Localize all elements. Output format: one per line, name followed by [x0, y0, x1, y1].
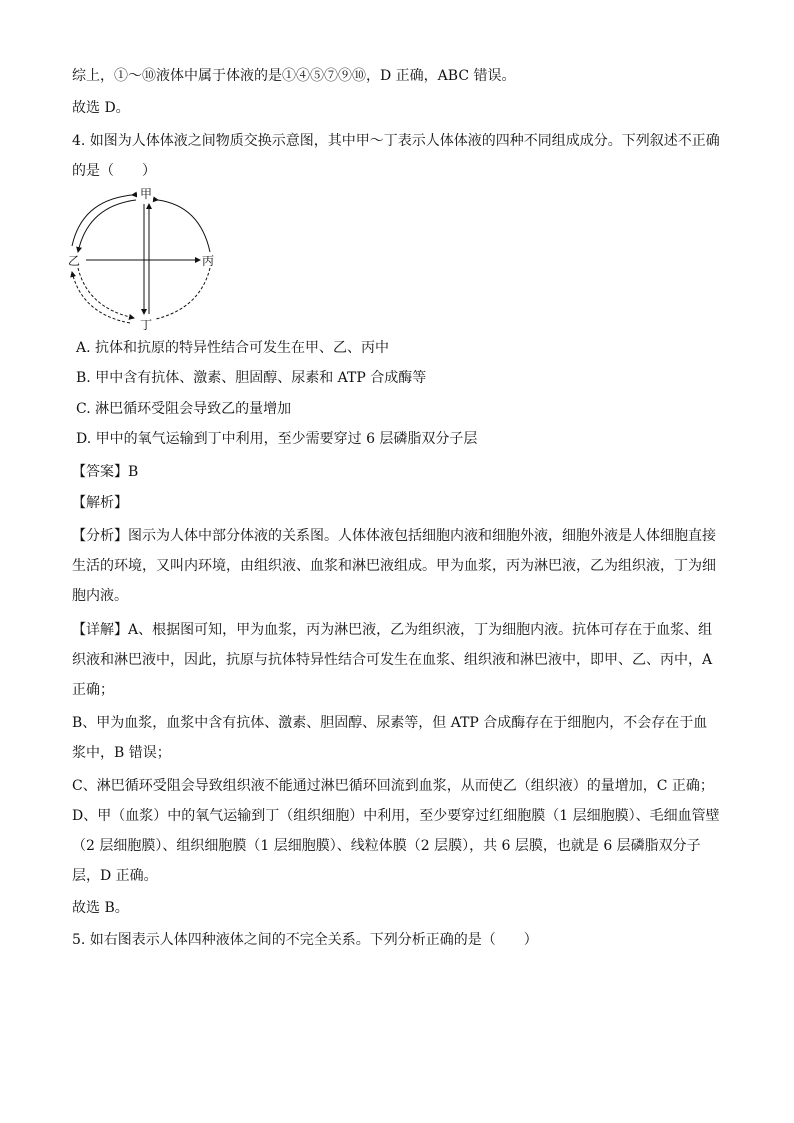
question-4-stem-cont: 的是（ ） — [72, 163, 156, 179]
arrow-right-bottom — [156, 268, 210, 319]
arrow-top-to-left — [78, 200, 136, 252]
option-d: D. 甲中的氧气运输到丁中利用，至少需要穿过 6 层磷脂双分子层 — [76, 431, 478, 447]
answer-line: 【答案】B — [72, 464, 139, 480]
analysis-line: 织液和淋巴液中，因此，抗原与抗体特异性结合可发生在血浆、组织液和淋巴液中，即甲、乙、丙中，A — [72, 652, 713, 668]
analysis-line: 【详解】A、根据图可知，甲为血浆，丙为淋巴液，乙为组织液，丁为细胞内液。抗体可存在于血浆、组 — [72, 622, 713, 638]
analysis-line: 正确； — [72, 682, 114, 698]
analysis-line: 层，D 正确。 — [72, 868, 158, 884]
analysis-line: 故选 B。 — [72, 900, 129, 916]
analysis-line: 胞内液。 — [72, 588, 128, 604]
analysis-line: C、淋巴循环受阻会导致组织液不能通过淋巴循环回流到血浆，从而使乙（组织液）的量增加，C 正确； — [72, 778, 714, 794]
label-yi: 乙 — [68, 254, 81, 268]
analysis-line: D、甲（血浆）中的氧气运输到丁（组织细胞）中利用，至少要穿过红细胞膜（1 层细胞膜）、毛细血管壁 — [72, 808, 720, 824]
label-bing: 丙 — [202, 254, 215, 268]
analysis-line: 【分析】图示为人体中部分体液的关系图。人体体液包括细胞内液和细胞外液，细胞外液是人体细胞直接 — [72, 528, 716, 544]
arrow-left-to-bottom — [78, 268, 134, 318]
option-a: A. 抗体和抗原的特异性结合可发生在甲、乙、丙中 — [76, 340, 390, 356]
analysis-line: 浆中，B 错误； — [72, 745, 171, 761]
analysis-heading: 【解析】 — [72, 495, 128, 511]
choice-line: 故选 D。 — [72, 100, 130, 116]
arrow-bottom-to-left — [72, 272, 130, 323]
body-fluid-diagram — [68, 186, 228, 332]
option-b: B. 甲中含有抗体、激素、胆固醇、尿素和 ATP 合成酶等 — [76, 370, 427, 386]
analysis-line: （2 层细胞膜）、组织细胞膜（1 层细胞膜）、线粒体膜（2 层膜），共 6 层膜，也就是 6 层磷脂双分子 — [72, 838, 701, 854]
arrow-right-to-top — [158, 200, 210, 252]
question-5-stem: 5. 如右图表示人体四种液体之间的不完全关系。下列分析正确的是（ ） — [72, 932, 538, 948]
option-c: C. 淋巴循环受阻会导致乙的量增加 — [76, 401, 292, 417]
question-4-stem: 4. 如图为人体体液之间物质交换示意图，其中甲～丁表示人体体液的四种不同组成成分。下列叙述不正确 — [72, 133, 720, 149]
label-jia: 甲 — [140, 187, 153, 201]
analysis-line: 生活的环境，又叫内环境，由组织液、血浆和淋巴液组成。甲为血浆，丙为淋巴液，乙为组织液，丁为细 — [72, 558, 716, 574]
label-ding: 丁 — [140, 318, 153, 332]
analysis-line: B、甲为血浆，血浆中含有抗体、激素、胆固醇、尿素等，但 ATP 合成酶存在于细胞内，不会存在于血 — [72, 715, 708, 731]
summary-line: 综上，①～⑩液体中属于体液的是①④⑤⑦⑨⑩，D 正确，ABC 错误。 — [72, 68, 516, 84]
